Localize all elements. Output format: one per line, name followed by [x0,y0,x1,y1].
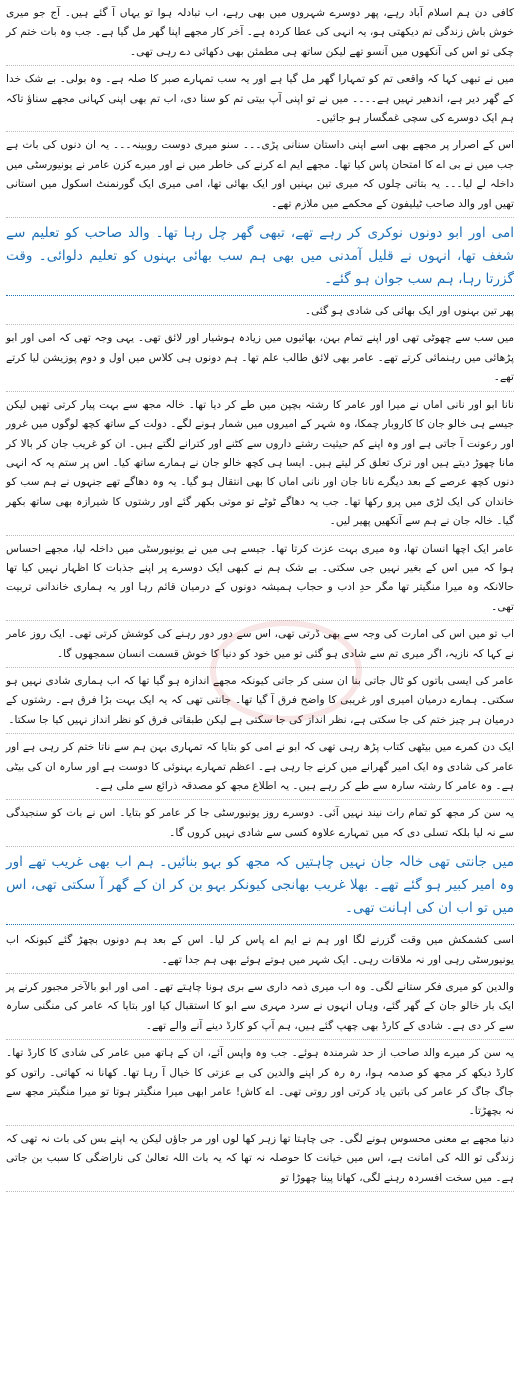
pull-quote-2: میں جانتی تھی خالہ جان نہیں چاہتیں کہ مجھ کو بہو بنائیں۔ ہم اب بھی غریب تھے اور وہ امیر کبیر ہو گئے تھے۔ بھلا غریب بھانجی کیونکر بہو بن کر ان کے گھر آ سکتی تھی، اس میں تو اب ان کی اہانت تھی۔ [6,851,514,925]
paragraph-9: عامر کی ایسی باتوں کو ٹال جاتی بنا ان سنی کر جاتی کیونکہ مجھے اندازہ ہو گیا تھا کہ اب ہماری شادی نہیں ہو سکتی۔ ہمارے درمیان امیری اور غریبی کا واضح فرق آ گیا تھا۔ جانتی تھی کہ یہ ایک بہت بڑا فرق ہے۔ رشتوں کے درمیان ہر چیز ختم کی جا سکتی ہے، نظر انداز کی جا سکتی ہے لیکن طبقاتی فرق کو نظر انداز نہیں کیا جا سکتا۔ [6,672,514,734]
paragraph-5: میں سب سے چھوٹی تھی اور اپنے تمام بہن، بھائیوں میں زیادہ ہوشیار اور لائق تھی۔ یہی وجہ تھی کہ امی اور ابو پڑھائی میں رہنمائی کرتے تھے۔ عامر بھی لائق طالب علم تھا۔ ہم دونوں ہی کلاس میں اول و دوم پوزیشن لیا کرتے تھے۔ [6,329,514,391]
paragraph-8: اب تو میں اس کی امارت کی وجہ سے بھی ڈرتی تھی، اس سے دور دور رہنے کی کوشش کرتی تھی۔ ایک روز عامر نے کہا کہ نازیہ، اگر میری تم سے شادی ہو گئی تو میں خود کو دنیا کا خوش قسمت انسان سمجھوں گا۔ [6,625,514,668]
pull-quote-1: امی اور ابو دونوں نوکری کر رہے تھے، تبھی گھر چل رہا تھا۔ والد صاحب کو تعلیم سے شغف تھا، انہوں نے قلیل آمدنی میں بھی ہم سب بھائی بہنوں کو تعلیم دلوائی۔ وقت گزرتا رہا، ہم سب جوان ہو گئے۔ [6,222,514,296]
paragraph-3: اس کے اصرار پر مجھے بھی اسے اپنی داستان سنانی پڑی۔۔۔ سنو میری دوست روبینہ۔۔۔ یہ ان دنوں کی بات ہے جب میں نے بی اے کا امتحان پاس کیا تھا۔ مجھے ایم اے کرنے کی خاطر میں نے اور میرے کزن عامر نے یونیورسٹی میں داخلہ لے لیا۔۔۔ یہ بتاتی چلوں کہ میری تین بہنیں اور ایک بھائی تھا، امی میری ایک گورنمنٹ اسکول میں استانی تھیں اور والد صاحب ٹیلیفون کے محکمے میں ملازم تھے۔ [6,136,514,218]
paragraph-12: اسی کشمکش میں وقت گزرنے لگا اور ہم نے ایم اے پاس کر لیا۔ اس کے بعد ہم دونوں بچھڑ گئے کیونکہ اب یونیورسٹی رہی اور نہ ملاقات رہی۔ ایک شہر میں ہوتے ہوئے بھی ہم جدا تھے۔ [6,931,514,974]
paragraph-1: کافی دن ہم اسلام آباد رہے، پھر دوسرے شہروں میں بھی رہے، اب تبادلہ ہوا تو یہاں آ گئے ہیں۔ آج جو میری خوش باش زندگی تم دیکھتی ہو، یہ انہی کی عطا کردہ ہے۔ آخر کار مجھے اپنا گھر مل گیا ہے۔ جب وہ بات ختم کر چکی تو اس کی آنکھوں میں آنسو تھے لیکن ساتھ ہی مطمئن بھی دکھائی دے رہی تھی۔ [6,4,514,66]
paragraph-7: عامر ایک اچھا انسان تھا، وہ میری بہت عزت کرتا تھا۔ جیسے ہی میں نے یونیورسٹی میں داخلہ لیا، مجھے احساس ہوا کہ میں اس کے بغیر نہیں جی سکتی۔ بے شک ہم نے کبھی ایک دوسرے پر اپنے جذبات کا اظہار نہیں کیا تھا حالانکہ وہ میرا منگیتر تھا مگر حدِ ادب و حجاب ہمیشہ دونوں کے درمیان قائم رہا اور یہ ہماری خاندانی تربیت تھی۔ [6,540,514,622]
paragraph-11: یہ سن کر مجھ کو تمام رات نیند نہیں آئی۔ دوسرے روز یونیورسٹی جا کر عامر کو بتایا۔ اس نے بات کو سنجیدگی سے نہ لیا بلکہ تسلی دی کہ میں تمہارے علاوہ کسی سے شادی نہیں کروں گا۔ [6,804,514,847]
paragraph-15: دنیا مجھے بے معنی محسوس ہونے لگی۔ جی چاہتا تھا زہر کھا لوں اور مر جاؤں لیکن یہ اپنے بس کی بات نہ تھی کہ زندگی تو اللہ کی امانت ہے، اس میں خیانت کا حوصلہ نہ تھا کہ یہ بات اللہ تعالیٰ کی ناراضگی کا سبب بن جاتی ہے۔ میں سخت افسردہ رہنے لگی، کھانا پینا چھوڑا تو [6,1130,514,1192]
paragraph-10: ایک دن کمرے میں بیٹھی کتاب پڑھ رہی تھی کہ ابو نے امی کو بتایا کہ تمہاری بہن ہم سے ناتا ختم کر رہی ہے اور عامر کی شادی وہ ایک امیر گھرانے میں کرنے جا رہی ہے۔ اعظم تمہارے بہنوئی کا دوست ہے اور سارہ ان کی بیٹی ہے۔ وہ عامر کا رشتہ سارہ سے طے کر رہے ہیں۔ یہ اطلاع مجھ کو مصدقہ ذرائع سے ملی ہے۔ [6,738,514,800]
paragraph-4: پھر تین بہنوں اور ایک بھائی کی شادی ہو گئی۔ [6,302,514,325]
paragraph-13: والدین کو میری فکر ستانے لگی۔ وہ اب میری ذمہ داری سے بری ہونا چاہتے تھے۔ امی اور ابو بالآخر مجبور کرنے پر ایک بار خالو جان کے گھر گئے، وہاں انہوں نے سرد مہری سے ابو کا استقبال کیا اور بتایا کہ عامر کی منگنی سارہ سے کر دی ہے۔ شادی کے کارڈ بھی چھپ گئے ہیں، ہم آپ کو کارڈ دینے آنے والے تھے۔ [6,978,514,1040]
paragraph-6: نانا ابو اور نانی اماں نے میرا اور عامر کا رشتہ بچپن میں طے کر دیا تھا۔ خالہ مجھ سے بہت پیار کرتی تھیں لیکن جیسے ہی خالو جان کا کاروبار چمکا، وہ شہر کے امیروں میں شمار ہونے لگے۔ دولت کے ساتھ کچھ لوگوں میں غرور اور رعونت آ جاتی ہے اور وہ اپنے کم حیثیت رشتے داروں سے کٹنے اور کترانے لگتے ہیں۔ ان کو غریب جان کر بالا کر مانا چھوڑ دیتے ہیں اور ترک تعلق کر لیتے ہیں۔ ایسا ہی کچھ خالو جان نے ہمارے ساتھ کیا۔ اس پر ستم یہ کہ انہی دنوں کچھ عرصے کے بعد دیگرے نانا جان اور نانی اماں کا بھی انتقال ہو گیا۔ یہ وہ دھاگے تھے جنہوں نے ہم سب کو خاندان کی ایک لڑی میں پرو رکھا تھا۔ جب یہ دھاگے ٹوٹے تو موتی بکھر گئے اور رشتوں کا شیرازہ بھی ساتھ بکھر گیا۔ خالہ جان نے ہم سے آنکھیں پھیر لیں۔ [6,396,514,536]
paragraph-2: میں نے تبھی کہا کہ واقعی تم کو تمہارا گھر مل گیا ہے اور یہ سب تمہارے صبر کا صلہ ہے۔ وہ بولی۔ بے شک خدا کے گھر دیر ہے، اندھیر نہیں ہے۔۔۔۔ میں نے تو اپنی آپ بیتی تم کو سنا دی، اب تم بھی اپنی کہانی مجھے سناؤ تاکہ ہم ایک دوسرے کی سچی غمگسار ہو جائیں۔ [6,70,514,132]
paragraph-14: یہ سن کر میرے والد صاحب از حد شرمندہ ہوئے۔ جب وہ واپس آئے، ان کے ہاتھ میں عامر کی شادی کا کارڈ تھا۔ کارڈ دیکھ کر مجھ کو صدمہ ہوا، رہ رہ کر اپنے والدین کی بے عزتی کا خیال آ رہا تھا۔ کھانا نہ کھاتی۔ راتوں کو جاگ جاگ کر عامر کی باتیں یاد کرتی اور روتی تھی۔ اے کاش! عامر ابھی میرا منگیتر ہوتا تو میرا منگیتر مجھ سے نہ بچھڑتا۔ [6,1044,514,1126]
